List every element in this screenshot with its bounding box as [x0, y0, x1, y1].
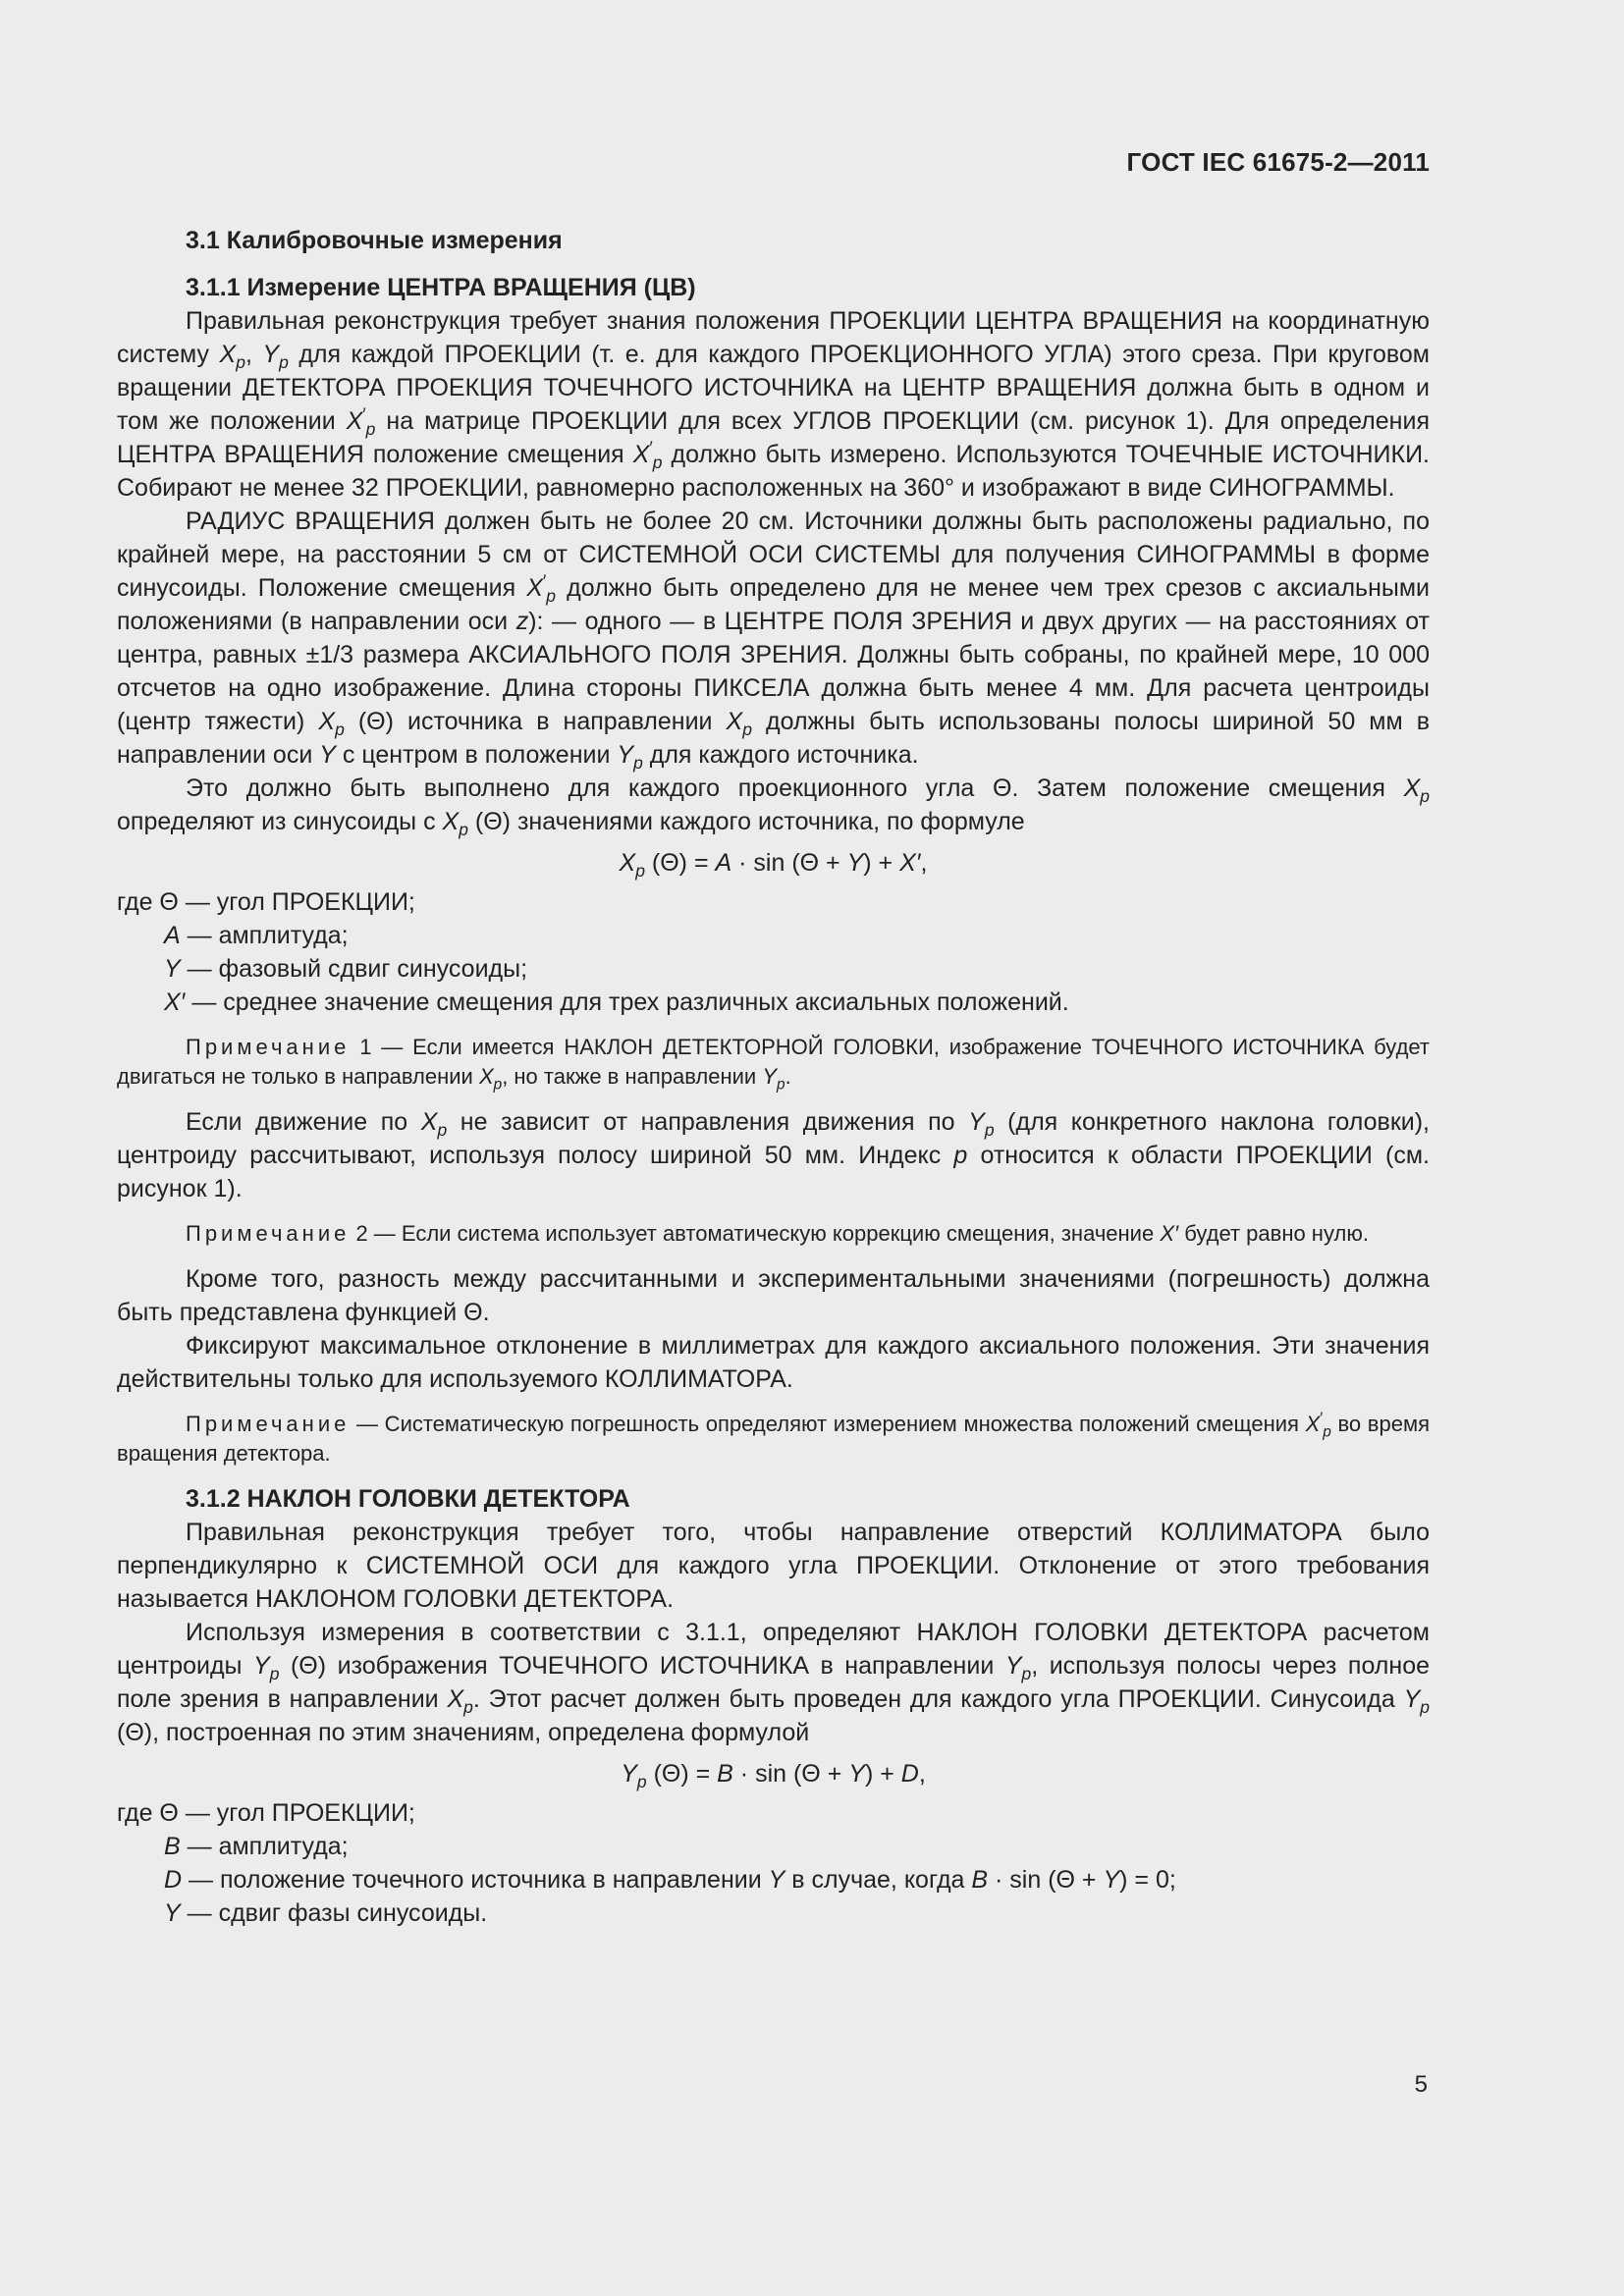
formula-xp-legend	[117, 885, 1430, 1019]
paragraph-8: Используя измерения в соответствии с 3.1.1, определяют НАКЛОН ГОЛОВКИ ДЕТЕКТОРА расчетом центроиды $Y_p$ (Θ) изображения ТОЧЕЧНОГО ИСТОЧНИКА в направлении $Y_p$, используя полосы через полное поле зрения в направлении $X_p$. Этот расчет должен быть проведен для каждого угла ПРОЕКЦИИ. Синусоида $Y_p$ (Θ), построенная по этим значениям, определена формулой	[117, 1619, 1431, 1746]
legend-item-y: Y — сдвиг фазы синусоиды.	[164, 1899, 488, 1927]
paragraph-1: Правильная реконструкция требует знания положения ПРОЕКЦИИ ЦЕНТРА ВРАЩЕНИЯ на координатную систему $X_p$, $Y_p$ для каждой ПРОЕКЦИИ (т. е. для каждого ПРОЕКЦИОННОГО УГЛА) этого среза. При круговом вращении ДЕТЕКТОРА ПРОЕКЦИЯ ТОЧЕЧНОГО ИСТОЧНИКА на ЦЕНТР ВРАЩЕНИЯ должна быть в одном и том же положении $X'_p$ на матрице ПРОЕКЦИИ для всех УГЛОВ ПРОЕКЦИИ (см. рисунок 1). Для определения ЦЕНТРА ВРАЩЕНИЯ положение смещения $X'_p$ должно быть измерено. Используются ТОЧЕЧНЫЕ ИСТОЧНИКИ. Собирают не менее 32 ПРОЕКЦИИ, равномерно расположенных на 360° и изображают в виде СИНОГРАММЫ.	[117, 307, 1430, 502]
section-heading-3-1-2: 3.1.2 НАКЛОН ГОЛОВКИ ДЕТЕКТОРА	[186, 1485, 630, 1513]
paragraph-6: Фиксируют максимальное отклонение в миллиметрах для каждого аксиального положения. Эти значения действительны только для используемого КОЛЛИМАТОРА.	[117, 1332, 1430, 1393]
paragraph-7: Правильная реконструкция требует того, чтобы направление отверстий КОЛЛИМАТОРА было перпендикулярно к СИСТЕМНОЙ ОСИ для каждого угла ПРОЕКЦИИ. Отклонение от этого требования называется НАКЛОНОМ ГОЛОВКИ ДЕТЕКТОРА.	[117, 1519, 1430, 1613]
page-content	[117, 224, 1430, 1930]
note-1: Примечание 1 — Если имеется НАКЛОН ДЕТЕКТОРНОЙ ГОЛОВКИ, изображение ТОЧЕЧНОГО ИСТОЧНИКА будет двигаться не только в направлении $X_p$, но также в направлении $Y_p$.	[117, 1035, 1430, 1094]
paragraph-2: РАДИУС ВРАЩЕНИЯ должен быть не более 20 см. Источники должны быть расположены радиально, по крайней мере, на расстоянии 5 см от СИСТЕМНОЙ ОСИ СИСТЕМЫ для получения СИНОГРАММЫ в форме синусоиды. Положение смещения $X'_p$ должно быть определено для не менее чем трех срезов с аксиальными положениями (в направлении оси z): — одного — в ЦЕНТРЕ ПОЛЯ ЗРЕНИЯ и двух других — на расстояниях от центра, равных ±1/3 размера АКСИАЛЬНОГО ПОЛЯ ЗРЕНИЯ. Должны быть собраны, по крайней мере, 10 000 отсчетов на одно изображение. Длина стороны ПИКСЕЛА должна быть менее 4 мм. Для расчета центроиды (центр тяжести) $X_p$ (Θ) источника в направлении $X_p$ должны быть использованы полосы шириной 50 мм в направлении оси Y с центром в положении $Y_p$ для каждого источника.	[117, 507, 1430, 773]
legend-item-d: D — положение точечного источника в направлении Y в случае, когда B · sin (Θ + Y) = 0;	[164, 1866, 1176, 1894]
note-3: Примечание — Систематическую погрешность определяют измерением множества положений смещения $X'_p$ во время вращения детектора.	[117, 1410, 1430, 1466]
legend-item-x: X′ — среднее значение смещения для трех различных аксиальных положений.	[164, 988, 1069, 1016]
formula-yp-legend	[117, 1796, 1430, 1930]
section-heading-3-1: 3.1 Калибровочные измерения	[186, 227, 563, 254]
page-number: 5	[1414, 2071, 1428, 2098]
paragraph-4: Если движение по $X_p$ не зависит от направления движения по $Y_p$ (для конкретного наклона головки), центроиду рассчитывают, используя полосу шириной 50 мм. Индекс p относится к области ПРОЕКЦИИ (см. рисунок 1).	[117, 1108, 1431, 1202]
paragraph-5: Кроме того, разность между рассчитанными и экспериментальными значениями (погрешность) должна быть представлена функцией Θ.	[117, 1265, 1430, 1326]
document-header: ГОСТ IEC 61675-2—2011	[1126, 147, 1430, 177]
legend-item-y: Y — фазовый сдвиг синусоиды;	[164, 955, 528, 983]
legend-item-b: B — амплитуда;	[164, 1833, 349, 1860]
paragraph-3: Это должно быть выполнено для каждого проекционного угла Θ. Затем положение смещения $X_p$ определяют из синусоиды с $X_p$ (Θ) значениями каждого источника, по формуле	[117, 774, 1430, 839]
legend-item-a: A — амплитуда;	[164, 922, 349, 949]
legend-intro: где Θ — угол ПРОЕКЦИИ;	[117, 888, 415, 916]
formula-yp: $Y_p$ (Θ) = B · sin (Θ + Y) + D,	[621, 1760, 926, 1791]
legend-intro: где Θ — угол ПРОЕКЦИИ;	[117, 1799, 415, 1827]
note-2: Примечание 2 — Если система использует автоматическую коррекцию смещения, значение X′ будет равно нулю.	[186, 1221, 1369, 1246]
formula-xp: $X_p$ (Θ) = A · sin (Θ + Y) + X′,	[619, 849, 928, 881]
section-heading-3-1-1: 3.1.1 Измерение ЦЕНТРА ВРАЩЕНИЯ (ЦВ)	[186, 274, 696, 301]
